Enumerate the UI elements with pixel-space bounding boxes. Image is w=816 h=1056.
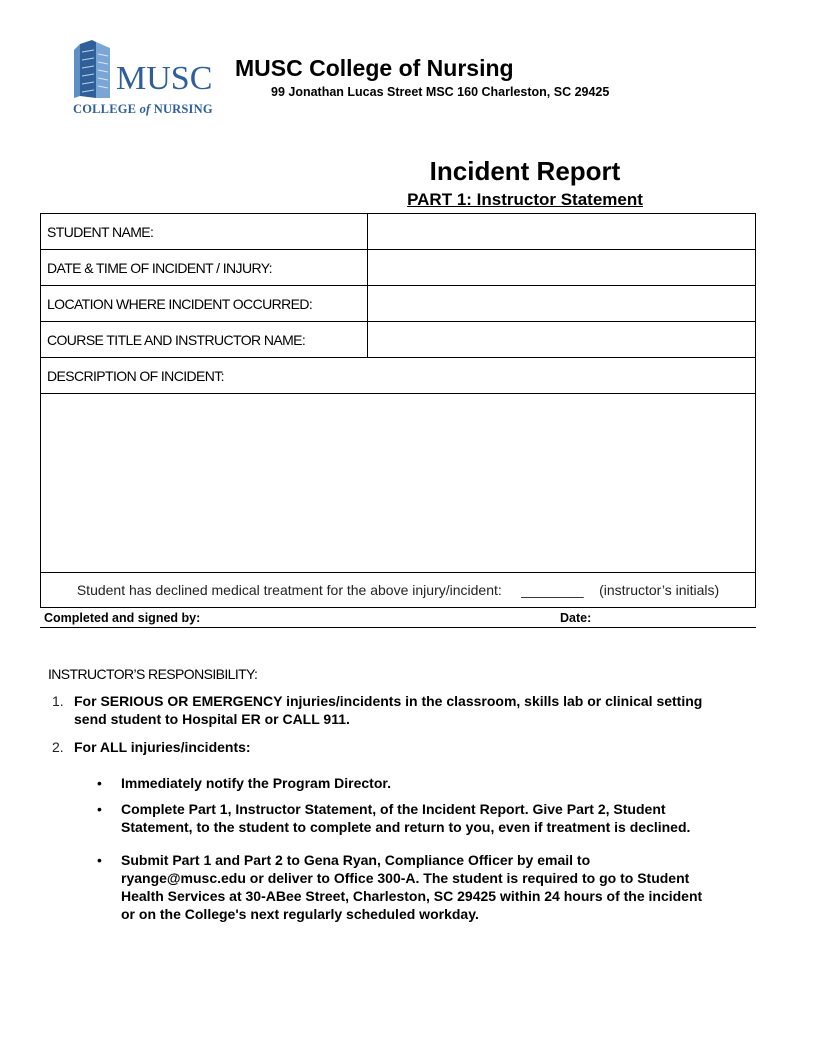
datetime-label: DATE & TIME OF INCIDENT / INJURY: [41, 250, 368, 286]
bullet-2-symbol: • [97, 801, 102, 817]
bullet-3-text [121, 851, 751, 923]
bullet-3-line3: Health Services at 30-ABee Street, Charleston, SC 29425 within 24 hours of the incident [121, 888, 703, 904]
signoff-row [40, 610, 756, 628]
bullet-2-line2: Statement, to the student to complete and return to you, even if treatment is declined. [121, 819, 691, 835]
initials-label: (instructor’s initials) [599, 582, 720, 598]
datetime-field[interactable] [368, 250, 756, 286]
declined-treatment-cell [41, 573, 756, 608]
item2-text: For ALL injuries/incidents: [74, 739, 251, 755]
location-field[interactable] [368, 286, 756, 322]
student-name-label: STUDENT NAME: [41, 214, 368, 250]
declined-treatment-text: Student has declined medical treatment for the above injury/incident: [76, 582, 502, 598]
description-field[interactable] [41, 394, 756, 573]
bullet-3-symbol: • [97, 852, 102, 868]
bullet-1-symbol: • [97, 775, 102, 791]
form-row-student-name [41, 214, 756, 250]
initials-blank[interactable]: ________ [521, 582, 584, 598]
bullet-3-line4: or on the College's next regularly scheduled workday. [121, 906, 479, 922]
logo-subtitle: COLLEGE of NURSING [73, 102, 213, 116]
college-name: MUSC College of Nursing [235, 55, 514, 81]
report-title: Incident Report [429, 156, 621, 186]
bullet-2-text [121, 800, 751, 836]
bullet-2-line1: Complete Part 1, Instructor Statement, of the Incident Report. Give Part 2, Student [121, 801, 666, 817]
item1-text [74, 692, 754, 728]
report-subtitle: PART 1: Instructor Statement [407, 190, 643, 209]
college-address: 99 Jonathan Lucas Street MSC 160 Charleston, SC 29425 [271, 85, 610, 99]
form-row-datetime [41, 250, 756, 286]
item2-number: 2. [52, 739, 64, 755]
form-row-description-label [41, 358, 756, 394]
form-row-declined [41, 573, 756, 608]
bullet-3-line1: Submit Part 1 and Part 2 to Gena Ryan, Compliance Officer by email to [121, 852, 591, 868]
incident-form-table [40, 213, 756, 608]
course-field[interactable] [368, 322, 756, 358]
form-row-description-box [41, 394, 756, 573]
item1-line2: send student to Hospital ER or CALL 911. [74, 711, 350, 727]
course-label: COURSE TITLE AND INSTRUCTOR NAME: [41, 322, 368, 358]
form-row-course [41, 322, 756, 358]
completed-signed-label: Completed and signed by: [44, 611, 201, 625]
student-name-field[interactable] [368, 214, 756, 250]
bullet-1-text [121, 774, 751, 792]
bullet-1-line1: Immediately notify the Program Director. [121, 775, 391, 791]
description-label: DESCRIPTION OF INCIDENT: [41, 358, 756, 394]
logo-wordmark: MUSC [116, 60, 213, 97]
bullet-3-line2: ryange@musc.edu or deliver to Office 300-A. The student is required to go to Student [121, 870, 690, 886]
item1-number: 1. [52, 693, 64, 709]
responsibility-heading: INSTRUCTOR’S RESPONSIBILITY: [48, 666, 258, 682]
item1-line1: For SERIOUS OR EMERGENCY injuries/incidents in the classroom, skills lab or clinical setting [74, 693, 703, 709]
date-label: Date: [560, 611, 592, 625]
form-row-location [41, 286, 756, 322]
musc-logo [70, 40, 230, 120]
building-icon [70, 40, 120, 102]
location-label: LOCATION WHERE INCIDENT OCCURRED: [41, 286, 368, 322]
